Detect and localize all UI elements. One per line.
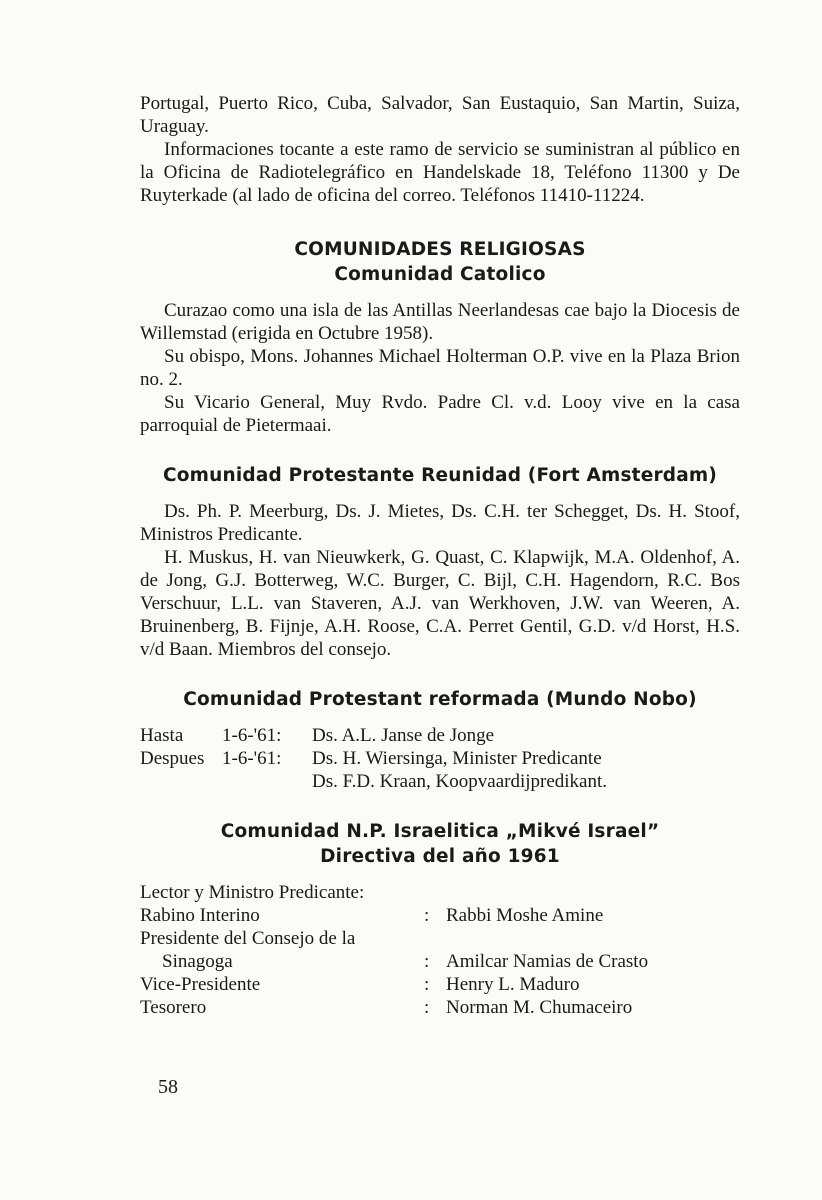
page-number: 58 [158,1076,178,1098]
list-item [140,724,740,747]
intro-paragraph-2: Informaciones tocante a este ramo de servicio se suministran al público en la Oficina de Radiotelegráfico en Handelskade 18, Teléfono 11300 y De Ruyterkade (al lado de oficina del correo. Teléfonos 11410-11224. [140,139,740,206]
board-name: Norman M. Chumaceiro [446,997,633,1018]
list-item [140,904,740,927]
board-separator [424,927,446,950]
list-item [140,973,740,996]
section-heading-religiosas: COMUNIDADES RELIGIOSAS [294,239,586,260]
pastor-period: Hasta [140,725,184,746]
board-role: Lector y Ministro Predicante: [140,882,365,903]
pastor-date: 1-6-'61: [222,725,282,746]
board-separator: : [424,951,430,972]
intro-paragraph-1: Portugal, Puerto Rico, Cuba, Salvador, San Eustaquio, San Martin, Suiza, Uraguay. [140,93,740,137]
heading-catolica: Comunidad Catolico [334,264,546,285]
pastor-period [140,770,222,793]
board-role: Sinagoga [162,951,233,972]
board-role: Rabino Interino [140,905,260,926]
list-item [140,770,740,793]
pastor-period: Despues [140,748,205,769]
protestante-paragraph-2: H. Muskus, H. van Nieuwkerk, G. Quast, C. Klapwijk, M.A. Oldenhof, A. de Jong, G.J. Botterweg, W.C. Burger, C. Bijl, C.H. Hagendorn, R.C. Bos Verschuur, L.L. van Staveren, A.J. van Werkhoven, J.W. van Weeren, A. Bruinenberg, B. Fijnje, A.H. Roose, C.A. Perret Gentil, G.D. v/d Horst, H.S. v/d Baan. Miembros del consejo. [140,547,740,660]
board-name [446,927,740,950]
list-item [140,950,740,973]
pastor-name: Ds. A.L. Janse de Jonge [312,725,495,746]
board-role: Tesorero [140,997,207,1018]
catolica-paragraph-2: Su obispo, Mons. Johannes Michael Holterman O.P. vive en la Plaza Brion no. 2. [140,346,740,390]
board-role: Vice-Presidente [140,974,261,995]
list-item [140,996,740,1019]
pastor-name: Ds. H. Wiersinga, Minister Predicante [312,748,602,769]
pastor-name: Ds. F.D. Kraan, Koopvaardijpredikant. [312,771,608,792]
board-list [140,881,740,1019]
board-role: Presidente del Consejo de la [140,928,356,949]
pastor-list [140,724,740,793]
board-name: Henry L. Maduro [446,974,580,995]
catolica-paragraph-3: Su Vicario General, Muy Rvdo. Padre Cl. v.d. Looy vive en la casa parroquial de Pietermaai. [140,392,740,436]
heading-protestante: Comunidad Protestante Reunidad (Fort Amsterdam) [162,465,718,486]
board-name: Amilcar Namias de Crasto [446,951,649,972]
list-item [140,927,740,950]
heading-reformada: Comunidad Protestant reformada (Mundo Nobo) [183,689,697,710]
board-separator: : [424,997,430,1018]
pastor-date: 1-6-'61: [222,748,282,769]
subheading-directiva: Directiva del año 1961 [320,846,560,867]
board-name: Rabbi Moshe Amine [446,905,604,926]
pastor-date [222,770,312,793]
board-separator: : [424,905,430,926]
protestante-paragraph-1: Ds. Ph. P. Meerburg, Ds. J. Mietes, Ds. C.H. ter Schegget, Ds. H. Stoof, Ministros Predicante. [140,501,740,545]
board-separator [424,881,446,904]
board-name [446,881,740,904]
heading-israelita: Comunidad N.P. Israelitica „Mikvé Israel” [220,821,660,842]
list-item [140,747,740,770]
list-item [140,881,740,904]
catolica-paragraph-1: Curazao como una isla de las Antillas Neerlandesas cae bajo la Diocesis de Willemstad (erigida en Octubre 1958). [140,300,740,344]
page-body [140,92,740,1019]
board-separator: : [424,974,430,995]
